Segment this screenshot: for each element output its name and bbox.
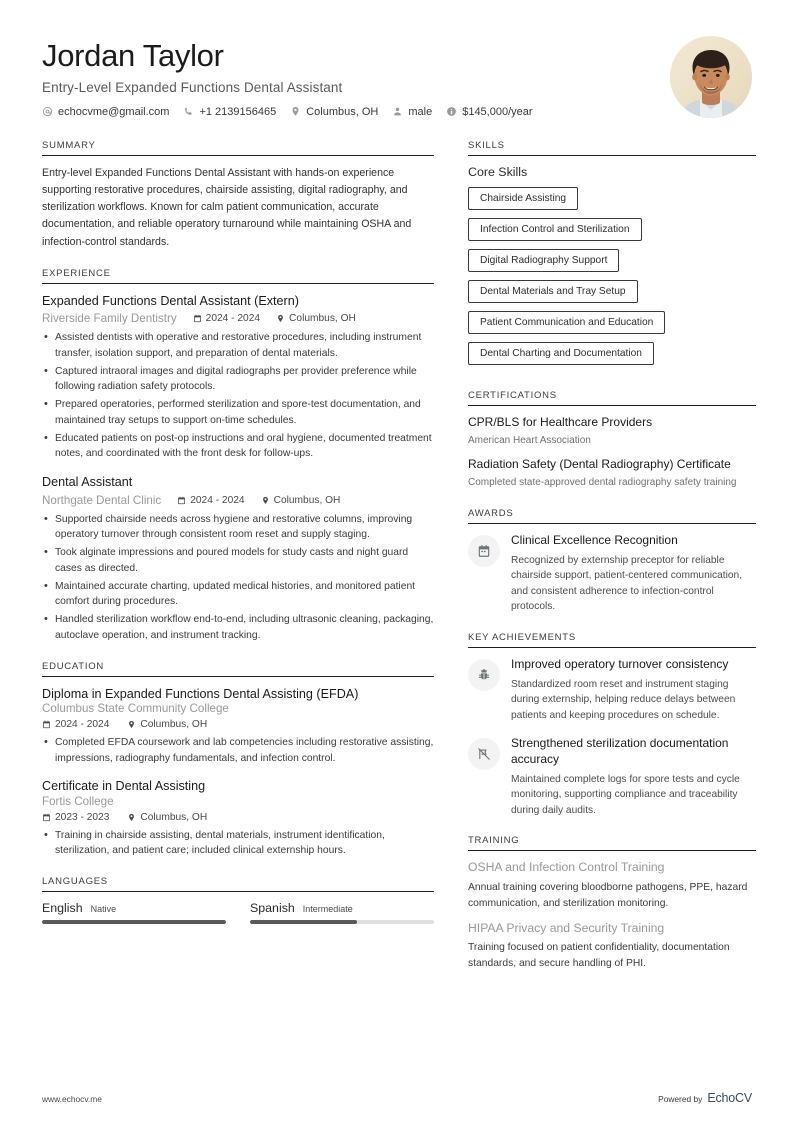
language-proficiency-fill <box>42 920 226 924</box>
achievement-body <box>511 736 756 818</box>
list-item: • Handled sterilization workflow end-to-end, including ultrasonic cleaning, packaging, autoclave operation, and instrument tracking. <box>42 612 434 644</box>
skill-chip: Dental Charting and Documentation <box>468 342 654 365</box>
calendar-icon <box>177 496 186 505</box>
list-item: • Took alginate impressions and poured models for study casts and night guard cases as directed. <box>42 545 434 577</box>
contact-location <box>290 106 378 118</box>
list-item: • Prepared operatories, performed sterilization and spore-test documentation, and maintained tray setups to support on-time schedules. <box>42 397 434 429</box>
location-pin-icon <box>276 314 285 323</box>
skill-chip: Chairside Assisting <box>468 187 578 210</box>
left-column <box>42 140 434 989</box>
section-experience <box>42 268 434 644</box>
info-circle-icon <box>446 106 457 117</box>
education-location-value: Columbus, OH <box>140 718 208 730</box>
education-entry <box>42 778 434 859</box>
education-meta <box>42 719 434 730</box>
achievement-title: Strengthened sterilization documentation accuracy <box>511 736 729 767</box>
skill-chip: Digital Radiography Support <box>468 249 619 272</box>
section-title-key-achievements: KEY ACHIEVEMENTS <box>468 631 576 643</box>
section-education <box>42 661 434 860</box>
avatar <box>670 36 752 118</box>
skill-chip-row <box>468 280 756 311</box>
skill-chip: Patient Communication and Education <box>468 311 665 334</box>
certification-issuer: Completed state-approved dental radiography safety training <box>468 477 737 489</box>
footer-url[interactable]: www.echocv.me <box>42 1094 102 1104</box>
skill-chip-row <box>468 218 756 249</box>
section-title-awards: AWARDS <box>468 507 514 519</box>
education-location <box>127 719 207 730</box>
contact-phone-value: +1 2139156465 <box>199 105 277 118</box>
section-divider <box>42 676 434 677</box>
language-name: Spanish <box>250 901 295 916</box>
languages-grid <box>42 901 434 924</box>
bug-icon <box>468 659 500 691</box>
certification-item <box>468 415 756 448</box>
section-divider <box>468 647 756 648</box>
experience-org: Riverside Family Dentistry <box>42 312 177 326</box>
list-item: • Training in chairside assisting, dental materials, instrument identification, sterilization, and patient care; included clinical externship hours. <box>42 828 434 860</box>
experience-dates <box>193 313 260 324</box>
calendar-icon <box>468 535 500 567</box>
professional-headline: Entry-Level Expanded Functions Dental Assistant <box>42 79 343 95</box>
section-title-summary: SUMMARY <box>42 140 96 151</box>
flag-off-icon <box>468 738 500 770</box>
list-item: • Completed EFDA coursework and lab competencies including restorative assisting, impressions, radiography fundamentals, and infection control. <box>42 735 434 767</box>
training-description: Annual training covering bloodborne pathogens, PPE, hazard communication, and sterilization monitoring. <box>468 882 748 909</box>
list-item: • Maintained accurate charting, updated medical histories, and monitored patient comfort during procedures. <box>42 579 434 611</box>
education-degree: Certificate in Dental Assisting <box>42 779 206 794</box>
calendar-icon <box>193 314 202 323</box>
calendar-icon <box>42 720 51 729</box>
experience-entry <box>42 293 434 462</box>
experience-location-value: Columbus, OH <box>273 494 341 506</box>
resume-header <box>42 34 752 118</box>
experience-entry <box>42 474 434 643</box>
location-pin-icon <box>261 496 270 505</box>
award-body <box>511 533 756 615</box>
achievement-item <box>468 736 756 818</box>
experience-dates-value: 2024 - 2024 <box>190 494 245 506</box>
section-title-certifications: CERTIFICATIONS <box>468 390 557 401</box>
experience-role: Expanded Functions Dental Assistant (Extern) <box>42 293 299 308</box>
certification-item <box>468 457 756 490</box>
education-dates <box>42 812 109 823</box>
achievement-description: Standardized room reset and instrument staging during externship, helping reduce delays between patients and keeping procedures on schedule. <box>511 678 736 721</box>
contact-salary <box>446 106 532 118</box>
certification-issuer: American Heart Association <box>468 434 591 446</box>
summary-text: Entry-level Expanded Functions Dental Assistant with hands-on experience supporting restorative procedures, chairside assisting, digital radiography, and sterilization workflows. Known for calm patient communication, accurate documentation, and reliable operatory turnaround while maintaining OSHA and infection-control standards. <box>42 167 412 248</box>
footer-powered-by: Powered by <box>658 1094 703 1104</box>
section-title-experience: EXPERIENCE <box>42 267 111 279</box>
section-divider <box>468 405 756 406</box>
section-key-achievements <box>468 632 756 819</box>
phone-icon <box>183 106 194 117</box>
training-name: HIPAA Privacy and Security Training <box>468 920 665 935</box>
list-item: • Assisted dentists with operative and restorative procedures, including instrument transfer, isolation support, and preparation of dental materials. <box>42 330 434 362</box>
list-item: • Supported chairside needs across hygiene and restorative columns, improving operatory turnover through consistent room reset and supply staging. <box>42 512 434 544</box>
education-school: Columbus State Community College <box>42 701 229 715</box>
training-description: Training focused on patient confidentiality, documentation standards, and secure handling of PHI. <box>468 942 730 970</box>
section-training <box>468 835 756 971</box>
footer-brand-name: EchoCV <box>707 1091 752 1105</box>
resume-columns <box>42 140 752 989</box>
language-name: English <box>42 901 83 916</box>
section-awards <box>468 508 756 615</box>
language-proficiency-bar <box>250 920 434 924</box>
location-pin-icon <box>127 813 136 822</box>
skill-chip-row <box>468 187 756 218</box>
award-item <box>468 533 756 615</box>
contact-gender-value: male <box>408 105 433 118</box>
contact-row <box>42 106 533 118</box>
language-level: Intermediate <box>302 904 353 915</box>
language-proficiency-bar <box>42 920 226 924</box>
experience-bullets <box>42 330 434 462</box>
section-languages <box>42 876 434 924</box>
training-name: OSHA and Infection Control Training <box>468 860 665 875</box>
location-pin-icon <box>290 106 301 117</box>
experience-org: Northgate Dental Clinic <box>42 493 162 507</box>
section-divider <box>42 283 434 284</box>
skill-chip-row <box>468 342 756 373</box>
section-divider <box>42 155 434 156</box>
list-item: • Captured intraoral images and digital radiographs per provider preference while following radiation safety protocols. <box>42 364 434 396</box>
section-divider <box>468 155 756 156</box>
language-item <box>250 901 434 924</box>
email-icon <box>42 106 53 117</box>
achievement-description: Maintained complete logs for spore tests and cycle monitoring, supporting compliance and traceability during daily audits. <box>511 773 740 816</box>
experience-location <box>276 313 356 324</box>
page-title: Jordan Taylor <box>42 38 224 73</box>
certification-name: Radiation Safety (Dental Radiography) Certificate <box>468 457 731 472</box>
education-entry <box>42 686 434 767</box>
education-dates <box>42 719 109 730</box>
section-title-skills: SKILLS <box>468 140 505 151</box>
calendar-icon <box>42 813 51 822</box>
achievement-title: Improved operatory turnover consistency <box>511 656 729 671</box>
contact-phone[interactable] <box>183 106 276 118</box>
language-head <box>42 901 226 915</box>
award-title: Clinical Excellence Recognition <box>511 532 678 547</box>
education-location <box>127 812 207 823</box>
section-divider <box>468 523 756 524</box>
header-text-block <box>42 34 533 118</box>
contact-email[interactable] <box>42 106 169 118</box>
skill-chip-row <box>468 311 756 342</box>
footer-brand-block <box>658 1091 752 1105</box>
page-footer <box>42 1091 752 1105</box>
section-skills <box>468 140 756 373</box>
training-item <box>468 860 756 911</box>
achievement-item <box>468 657 756 723</box>
experience-location-value: Columbus, OH <box>289 313 356 325</box>
list-item: • Educated patients on post-op instructions and oral hygiene, documented treatment notes, and coordinated with the front desk for follow-ups. <box>42 431 434 463</box>
experience-bullets <box>42 512 434 644</box>
section-divider <box>42 891 434 892</box>
language-proficiency-fill <box>250 920 357 924</box>
education-bullets <box>42 735 434 767</box>
education-dates-value: 2024 - 2024 <box>55 718 110 730</box>
award-description: Recognized by externship preceptor for reliable chairside support, patient-centered communication, and consistent adherence to infection-control protocols. <box>511 554 743 613</box>
section-divider <box>468 850 756 851</box>
experience-dates <box>177 495 244 506</box>
skill-chip-row <box>468 249 756 280</box>
skill-chip: Dental Materials and Tray Setup <box>468 280 638 303</box>
language-level: Native <box>90 904 117 915</box>
contact-location-value: Columbus, OH <box>306 105 379 118</box>
education-bullets <box>42 828 434 860</box>
education-school: Fortis College <box>42 794 114 808</box>
education-dates-value: 2023 - 2023 <box>55 811 110 823</box>
section-certifications <box>468 390 756 491</box>
experience-role: Dental Assistant <box>42 475 133 490</box>
section-title-languages: LANGUAGES <box>42 876 108 888</box>
achievement-body <box>511 657 756 723</box>
experience-location <box>261 495 341 506</box>
section-title-training: TRAINING <box>468 835 520 847</box>
section-summary <box>42 140 434 251</box>
education-degree: Diploma in Expanded Functions Dental Assisting (EFDA) <box>42 686 359 701</box>
contact-salary-value: $145,000/year <box>462 105 533 118</box>
education-meta <box>42 812 434 823</box>
language-item <box>42 901 226 924</box>
experience-meta <box>42 494 434 507</box>
skill-chip: Infection Control and Sterilization <box>468 218 642 241</box>
skills-group-name: Core Skills <box>468 165 528 179</box>
experience-meta <box>42 312 434 325</box>
right-column <box>468 140 756 989</box>
person-icon <box>392 106 403 117</box>
contact-gender <box>392 106 432 118</box>
experience-dates-value: 2024 - 2024 <box>205 313 261 325</box>
training-item <box>468 921 756 972</box>
certification-name: CPR/BLS for Healthcare Providers <box>468 415 653 429</box>
language-head <box>250 901 434 915</box>
location-pin-icon <box>127 720 136 729</box>
section-title-education: EDUCATION <box>42 660 104 672</box>
education-location-value: Columbus, OH <box>140 811 208 823</box>
contact-email-value: echocvme@gmail.com <box>58 105 170 118</box>
